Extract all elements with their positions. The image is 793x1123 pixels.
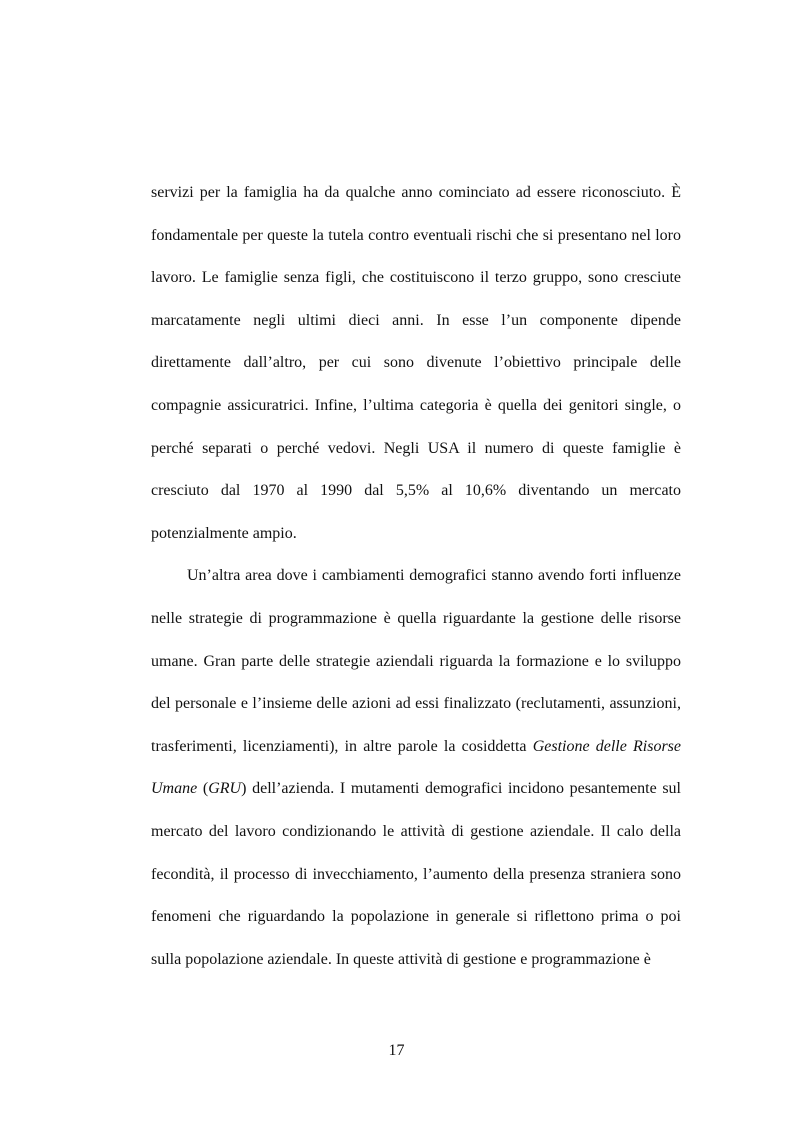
italic-term-gru: GRU — [208, 780, 242, 798]
paragraph-2 — [151, 555, 681, 981]
text-segment: servizi per la famiglia ha da qualche anno cominciato ad essere riconosciuto. È fondamentale per queste la tutela contro eventuali rischi che si presentano nel loro lavoro. Le famiglie senza figli, che costituiscono il terzo gruppo, sono cresciute marcatamente negli ultimi dieci anni. In esse l’un componente dipende direttamente dall’altro, per cui sono divenute l’obiettivo principale delle compagnie assicuratrici. Infine, l’ultima categoria è quella dei genitori single, o perché separati o perché vedovi. Negli USA il numero di queste famiglie è cresciuto dal 1970 al 1990 dal 5,5% al 10,6% diventando un mercato potenzialmente ampio. — [151, 184, 681, 542]
text-segment: ) dell’azienda. I mutamenti demografici incidono pesantemente sul mercato del lavoro condizionando le attività di gestione aziendale. Il calo della fecondità, il processo di invecchiamento, l’aumento della presenza straniera sono fenomeni che riguardando la popolazione in generale si riflettono prima o poi sulla popolazione aziendale. In queste attività di gestione e programmazione è — [151, 780, 682, 968]
page-number: 17 — [388, 1042, 405, 1059]
body-text — [151, 172, 681, 981]
text-segment: Un’altra area dove i cambiamenti demografici stanno avendo forti influenze nelle strategie di programmazione è quella riguardante la gestione delle risorse umane. Gran parte delle strategie aziendali riguarda la formazione e lo sviluppo del personale e l’insieme delle azioni ad essi finalizzato (reclutamenti, assunzioni, trasferimenti, licenziamenti), in altre parole la cosiddetta — [151, 567, 681, 755]
italic-term-gestione-risorse-umane: Gestione delle Risorse Umane — [151, 737, 681, 798]
text-segment: ( — [197, 780, 209, 798]
paragraph-1 — [151, 172, 681, 555]
